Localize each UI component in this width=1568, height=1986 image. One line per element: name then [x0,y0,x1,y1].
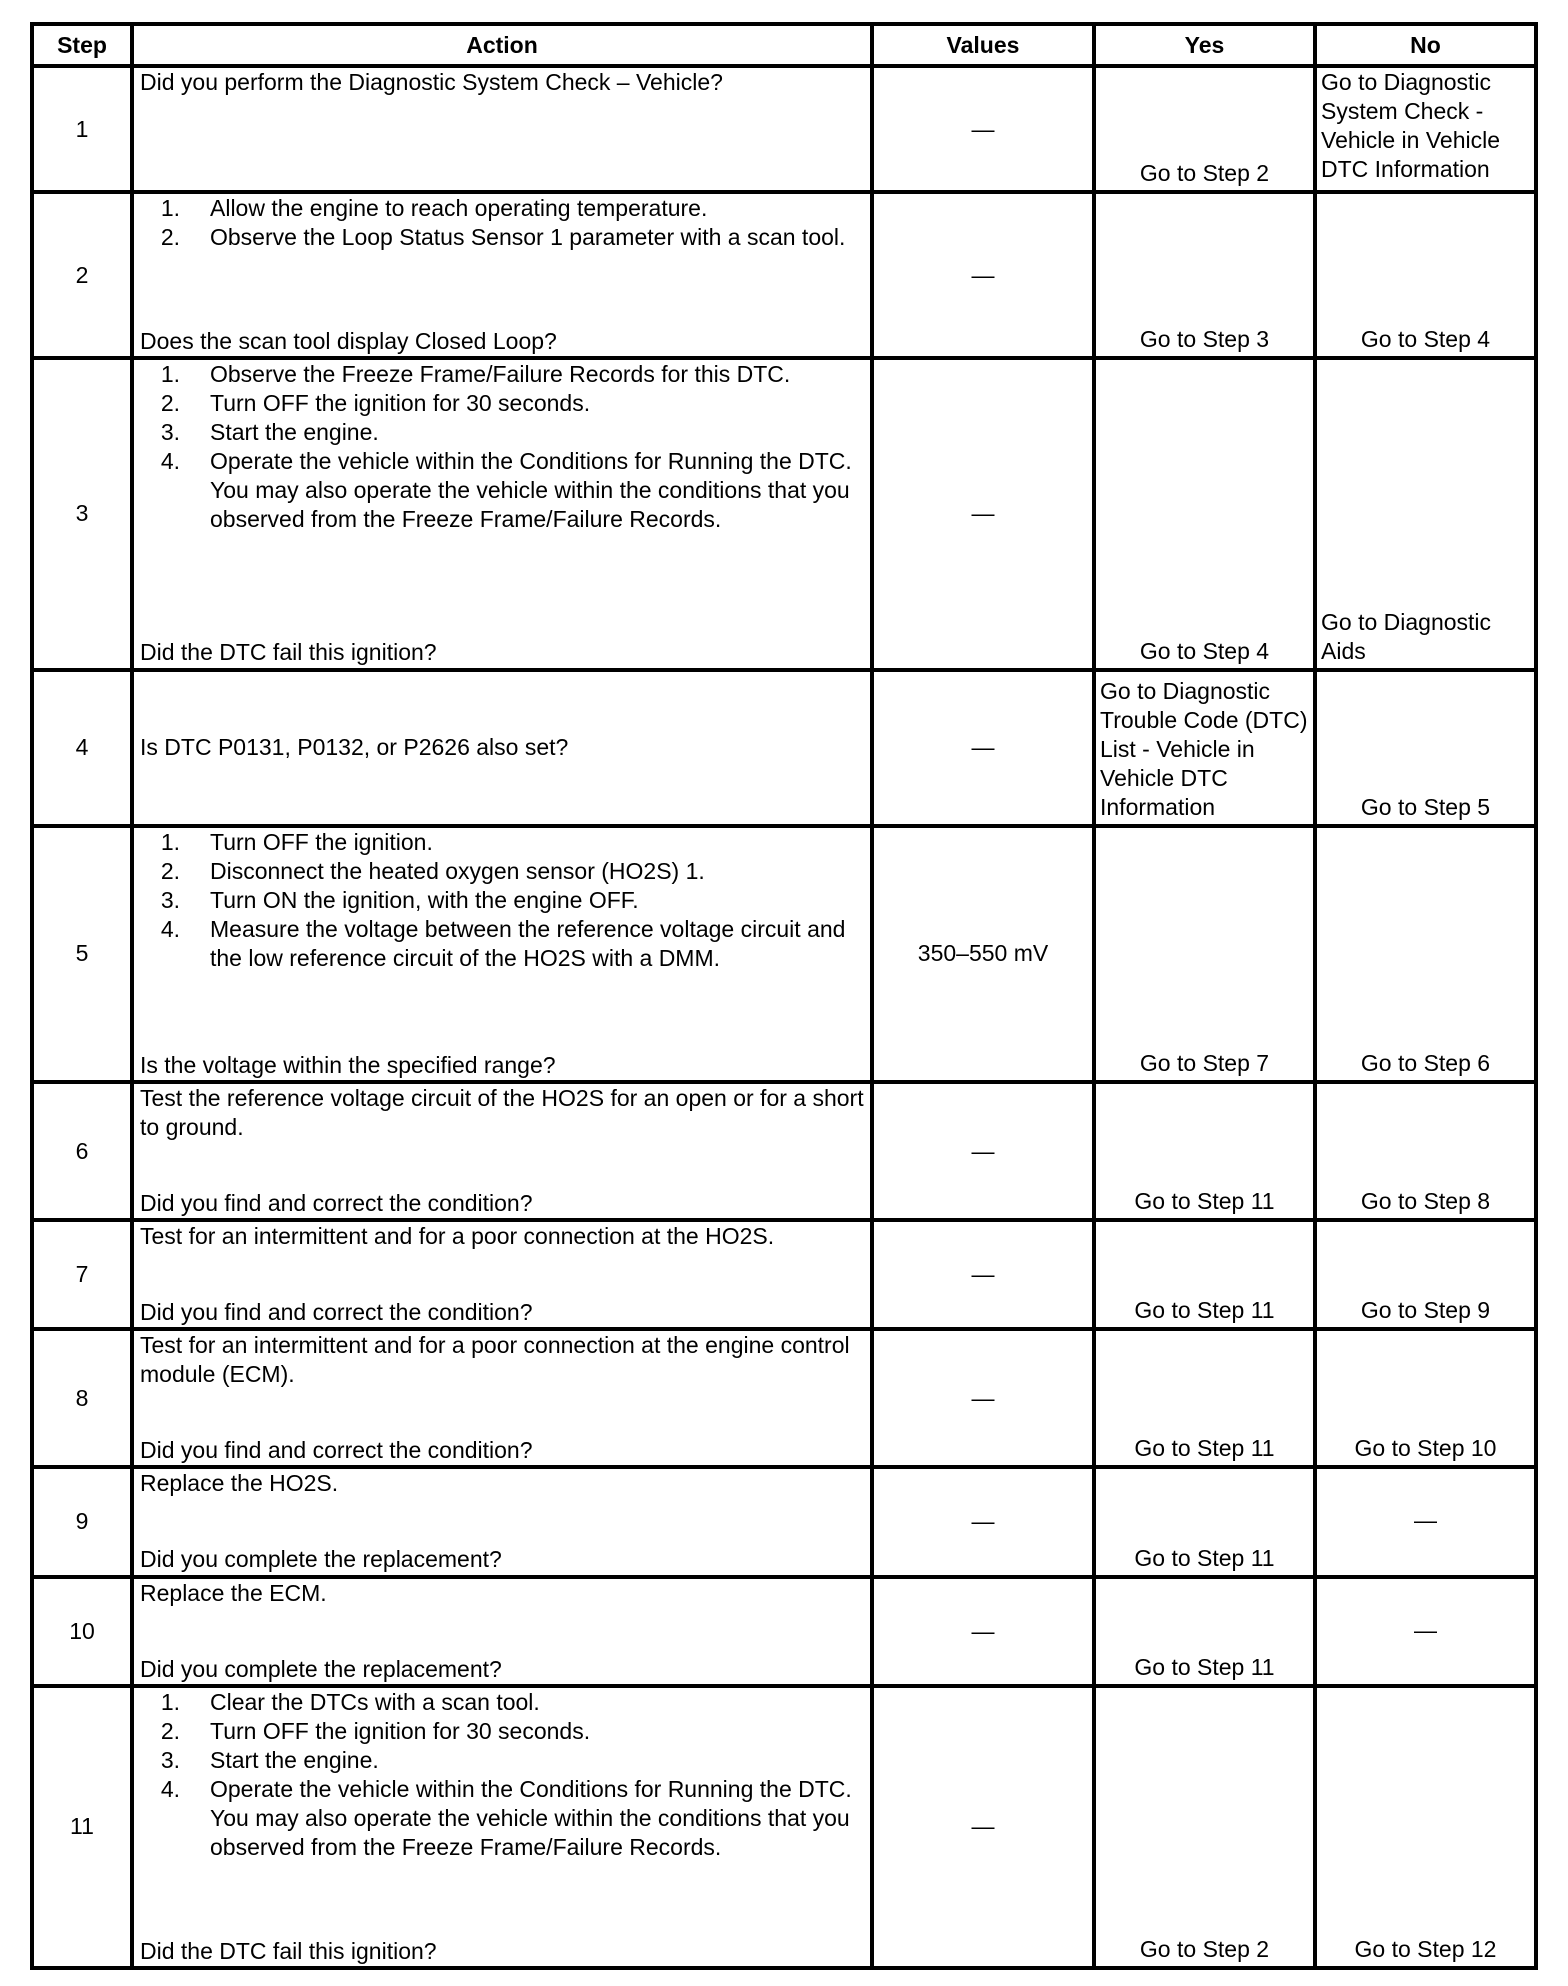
values-cell: — [872,1082,1094,1220]
list-item: 1. Allow the engine to reach operating temperature. [160,195,708,222]
yes-cell: Go to Step 7 [1094,826,1315,1082]
no-cell: — [1315,1467,1536,1576]
table-row [32,1329,1536,1467]
list-item: 1. Clear the DTCs with a scan tool. [160,1688,540,1715]
list-item: 2. Turn OFF the ignition for 30 seconds. [160,1717,591,1744]
values-cell: — [872,66,1094,192]
no-cell: Go to Step 10 [1315,1329,1536,1467]
list-item: 3. Start the engine. [160,419,379,446]
no-cell: Go to Diagnostic Aids [1315,358,1536,669]
action-cell [132,670,872,826]
yes-cell: Go to Step 2 [1094,66,1315,192]
header-yes: Yes [1094,24,1315,66]
table-row [32,1577,1536,1686]
action-text: Test for an intermittent and for a poor connection at the HO2S. [140,1223,775,1250]
header-values: Values [872,24,1094,66]
action-cell [132,1686,872,1968]
table-row [32,192,1536,358]
values-cell: — [872,1329,1094,1467]
step-number: 10 [32,1577,132,1686]
table-row [32,670,1536,826]
action-text: Test the reference voltage circuit of the HO2S for an open or for a short to ground. [140,1085,864,1141]
action-steps [140,828,866,973]
list-item: 3. Start the engine. [160,1746,379,1773]
no-cell: Go to Step 6 [1315,826,1536,1082]
action-cell [132,1467,872,1576]
action-question: Did the DTC fail this ignition? [140,1937,437,1964]
list-item: 2. Turn OFF the ignition for 30 seconds. [160,390,591,417]
list-item: 1. Turn OFF the ignition. [160,828,433,855]
step-number: 8 [32,1329,132,1467]
action-question: Does the scan tool display Closed Loop? [140,328,557,355]
list-item: 4. Operate the vehicle within the Conditions for Running the DTC. You may also operate the vehicle within the conditions that you observed from the Freeze Frame/Failure Records. [160,448,852,533]
action-cell [132,826,872,1082]
yes-cell: Go to Step 11 [1094,1467,1315,1576]
action-question: Did you complete the replacement? [140,1546,502,1573]
values-cell: — [872,1467,1094,1576]
step-number: 5 [32,826,132,1082]
list-item: 4. Operate the vehicle within the Conditions for Running the DTC. You may also operate the vehicle within the conditions that you observed from the Freeze Frame/Failure Records. [160,1775,852,1860]
action-cell [132,192,872,358]
step-number: 1 [32,66,132,192]
action-question: Did you find and correct the condition? [140,1437,533,1464]
action-steps [140,194,866,252]
table-row [32,1082,1536,1220]
list-item: 4. Measure the voltage between the reference voltage circuit and the low reference circuit of the HO2S with a DMM. [160,915,846,971]
action-steps [140,360,866,534]
table-row [32,66,1536,192]
yes-cell: Go to Step 11 [1094,1577,1315,1686]
action-text: Did you perform the Diagnostic System Check – Vehicle? [140,69,723,95]
values-cell: 350–550 mV [872,826,1094,1082]
step-number: 4 [32,670,132,826]
step-number: 11 [32,1686,132,1968]
values-cell: — [872,1220,1094,1329]
step-number: 7 [32,1220,132,1329]
header-no: No [1315,24,1536,66]
yes-cell: Go to Step 3 [1094,192,1315,358]
table-row [32,358,1536,669]
action-cell [132,1082,872,1220]
yes-cell: Go to Step 11 [1094,1220,1315,1329]
list-item: 1. Observe the Freeze Frame/Failure Records for this DTC. [160,361,791,388]
diagnostic-table [30,22,1538,1970]
no-cell: Go to Diagnostic System Check - Vehicle in Vehicle DTC Information [1315,66,1536,192]
list-item: 2. Disconnect the heated oxygen sensor (HO2S) 1. [160,857,705,884]
step-number: 3 [32,358,132,669]
header-row [32,24,1536,66]
values-cell: — [872,192,1094,358]
action-text: Replace the ECM. [140,1579,327,1606]
table-row [32,1467,1536,1576]
action-question: Did you find and correct the condition? [140,1299,533,1326]
action-cell [132,1577,872,1686]
yes-cell: Go to Diagnostic Trouble Code (DTC) List - Vehicle in Vehicle DTC Information [1094,670,1315,826]
no-cell: Go to Step 8 [1315,1082,1536,1220]
action-cell [132,1329,872,1467]
action-steps [140,1688,866,1862]
action-text: Test for an intermittent and for a poor connection at the engine control module (ECM). [140,1332,850,1388]
action-cell [132,66,872,192]
table-row [32,1686,1536,1968]
no-cell: Go to Step 5 [1315,670,1536,826]
no-cell: Go to Step 4 [1315,192,1536,358]
action-question: Did you complete the replacement? [140,1655,502,1682]
list-item: 2. Observe the Loop Status Sensor 1 parameter with a scan tool. [160,224,846,251]
action-question: Did you find and correct the condition? [140,1190,533,1217]
no-cell: Go to Step 12 [1315,1686,1536,1968]
yes-cell: Go to Step 11 [1094,1082,1315,1220]
action-cell [132,358,872,669]
header-action: Action [132,24,872,66]
yes-cell: Go to Step 2 [1094,1686,1315,1968]
header-step: Step [32,24,132,66]
values-cell: — [872,358,1094,669]
list-item: 3. Turn ON the ignition, with the engine OFF. [160,886,639,913]
step-number: 6 [32,1082,132,1220]
action-question: Did the DTC fail this ignition? [140,639,437,666]
action-question: Is the voltage within the specified range? [140,1051,556,1078]
values-cell: — [872,1686,1094,1968]
values-cell: — [872,1577,1094,1686]
action-text: Replace the HO2S. [140,1470,339,1497]
no-cell: — [1315,1577,1536,1686]
step-number: 2 [32,192,132,358]
table-row [32,826,1536,1082]
action-text: Is DTC P0131, P0132, or P2626 also set? [140,734,569,761]
table-row [32,1220,1536,1329]
values-cell: — [872,670,1094,826]
no-cell: Go to Step 9 [1315,1220,1536,1329]
step-number: 9 [32,1467,132,1576]
yes-cell: Go to Step 4 [1094,358,1315,669]
action-cell [132,1220,872,1329]
yes-cell: Go to Step 11 [1094,1329,1315,1467]
